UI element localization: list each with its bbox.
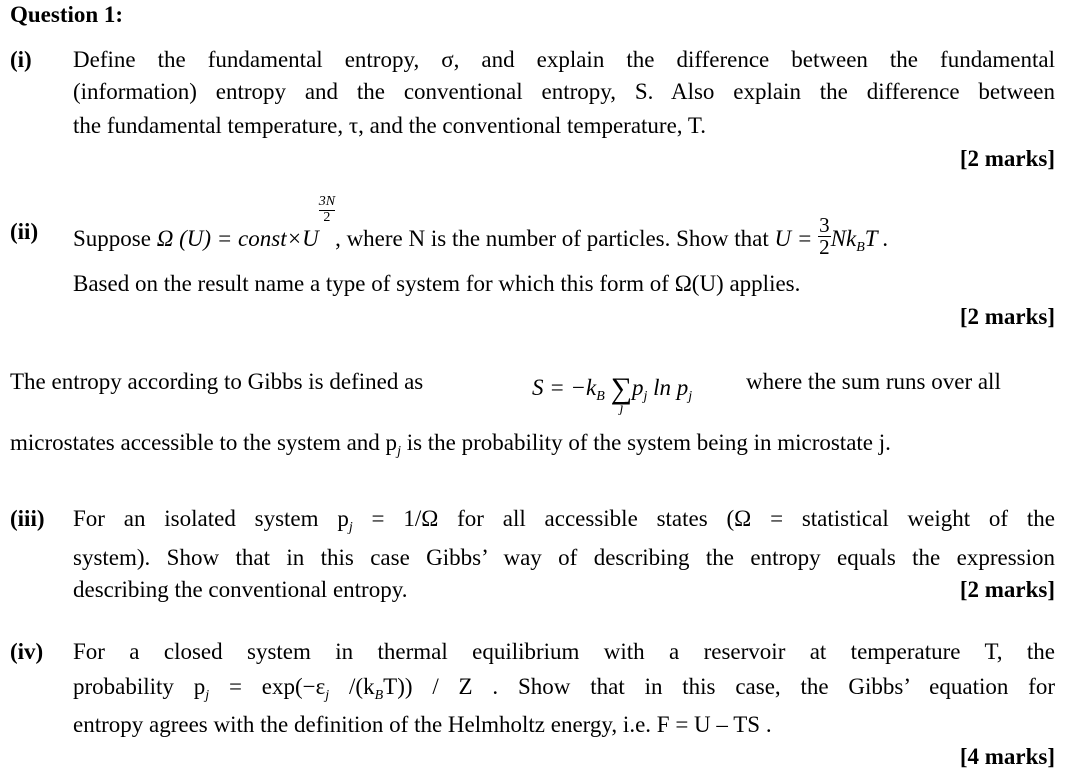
gibbs-formula-sub-j1: j xyxy=(643,389,648,404)
part-iii-marks: [2 marks] xyxy=(959,577,1055,602)
exponent-numerator: 3N xyxy=(318,194,336,209)
u-equation-left: U = xyxy=(774,225,813,251)
part-iv-line2-d: T)) / Z . Show that in this case, the Gibbs’ equation for xyxy=(383,674,1056,699)
part-ii-line2: Based on the result name a type of system for which this form of Ω(U) applies. xyxy=(73,271,801,296)
gibbs-line2-sub: j xyxy=(397,444,401,459)
part-iii-line3: describing the conventional entropy. xyxy=(73,577,408,602)
gibbs-formula-left: S = −k xyxy=(532,375,597,400)
part-iii-line2: system). Show that in this case Gibbs’ way of describing the entropy equals the expression xyxy=(73,545,1055,570)
part-i-line2: (information) entropy and the conventional entropy, S. Also explain the difference between xyxy=(73,79,1055,104)
sum-symbol-group xyxy=(610,369,632,416)
sum-icon: ∑ xyxy=(610,372,632,405)
fraction-denominator: 2 xyxy=(819,235,830,259)
part-iv-line2-a: probability p xyxy=(73,674,206,699)
part-ii-suppose: Suppose xyxy=(73,225,151,251)
part-iii-line1-eq: = 1/Ω for all accessible states (Ω = statistical weight of the xyxy=(352,506,1056,531)
part-iv-line2-c: /(k xyxy=(329,674,375,699)
gibbs-formula xyxy=(532,369,693,416)
gibbs-line2-end: is the probability of the system being in microstate j. xyxy=(400,430,891,455)
part-ii-where-text: , where N is the number of particles. Show that xyxy=(335,225,769,251)
part-iv-line2-sub1: j xyxy=(205,688,210,703)
exponent-denominator: 2 xyxy=(323,209,331,225)
gibbs-line1-end: where the sum runs over all xyxy=(746,369,1001,394)
gibbs-line1-start: The entropy according to Gibbs is defined as xyxy=(10,369,424,394)
gibbs-line2 xyxy=(10,430,891,459)
part-i-line1: Define the fundamental entropy, σ, and explain the difference between the fundamental xyxy=(73,47,1055,72)
part-iv-line2-b: = exp(−ε xyxy=(209,674,326,699)
gibbs-formula-sub-j2: j xyxy=(688,389,693,404)
u-equation-right: Nk xyxy=(830,225,857,251)
part-iv-line1: For a closed system in thermal equilibrium with a reservoir at temperature T, the xyxy=(73,639,1055,664)
part-iv-line2-sub2: j xyxy=(325,688,330,703)
part-iii-line1 xyxy=(73,506,1056,535)
u-equation-end: T . xyxy=(864,225,889,251)
part-iv-line2-sub3: B xyxy=(374,688,384,703)
sum-index: j xyxy=(619,401,624,416)
gibbs-formula-p: p xyxy=(631,375,644,400)
part-iv-line2 xyxy=(73,674,1056,703)
part-iv-label: (iv) xyxy=(10,639,44,664)
gibbs-formula-ln: ln p xyxy=(647,375,689,400)
part-i-marks: [2 marks] xyxy=(959,146,1055,171)
part-i-label: (i) xyxy=(10,47,32,72)
part-i-line3: the fundamental temperature, τ, and the conventional temperature, T. xyxy=(73,113,706,138)
omega-equation: Ω (U) = const×U xyxy=(156,225,319,251)
part-iv-line3: entropy agrees with the definition of the Helmholtz energy, i.e. F = U – TS . xyxy=(73,712,772,737)
u-equation-subscript: B xyxy=(856,239,865,255)
part-ii-label: (ii) xyxy=(10,219,39,244)
question-title: Question 1: xyxy=(10,2,124,27)
fraction-numerator: 3 xyxy=(819,213,830,237)
exponent-fraction xyxy=(319,195,335,225)
part-iii-line1-sub: j xyxy=(348,520,353,535)
gibbs-line2-text: microstates accessible to the system and p xyxy=(10,430,398,455)
part-iii-line1-text: For an isolated system p xyxy=(73,506,349,531)
three-halves-fraction xyxy=(818,215,831,258)
part-iii-label: (iii) xyxy=(10,506,45,531)
part-iv-marks: [4 marks] xyxy=(959,744,1055,769)
part-ii-line1 xyxy=(73,194,889,262)
part-ii-marks: [2 marks] xyxy=(959,304,1055,329)
gibbs-formula-sub-b: B xyxy=(596,389,605,404)
